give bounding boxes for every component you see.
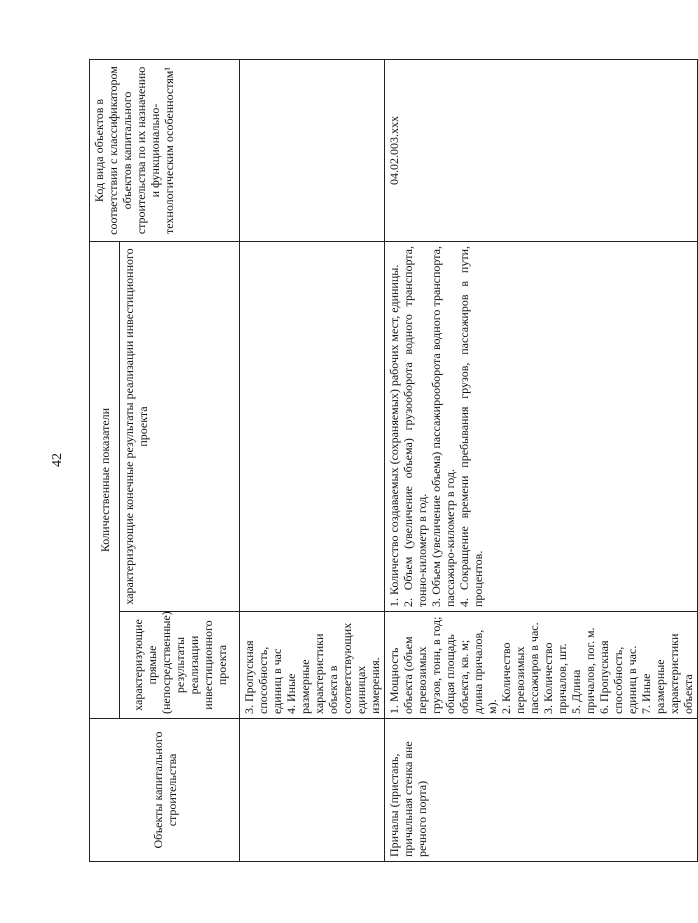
header-code: Код вида объектов в соответствии с классификатором объектов капитального строительства по их назначению и функционально-технологическим особенностям¹ <box>90 60 240 242</box>
row1-code <box>240 60 385 242</box>
row2-direct <box>385 612 698 719</box>
row2-final-4: 4. Сокращение времени пребывания грузов, пассажиров в пути, процентов. <box>457 246 485 607</box>
header-direct-results: характеризующие прямые (непосредственные) результаты реализации инвестиционного проекта <box>120 612 240 719</box>
row2-direct-2: 2. Количество перевозимых пассажиров в час. <box>499 622 541 714</box>
row2-final-2: 2. Объем (увеличение объема) грузооборота водного транспорта, тонно-километр в год. <box>401 246 429 607</box>
row2-final <box>385 242 698 612</box>
header-objects: Объекты капитального строительства <box>90 719 240 862</box>
header-quantitative: Количественные показатели <box>90 242 120 719</box>
row2-final-3: 3. Объем (увеличение объема) пассажирооборота водного транспорта, пассажиро-километр в год. <box>429 246 457 607</box>
header-final-results: характеризующие конечные результаты реализации инвестиционного проекта <box>120 242 240 612</box>
row2-direct-1: 1. Мощность объекта (объем перевозимых грузов, тонн, в год; общая площадь объекта, кв. м; длина причалов, м). <box>387 616 499 714</box>
row1-object <box>240 719 385 862</box>
row2-code: 04.02.003.ххх <box>385 60 698 242</box>
row1-direct-3: 3. Пропускная способность, единиц в час <box>242 640 284 714</box>
rotated-table-wrapper <box>89 60 695 862</box>
indicator-table <box>89 59 698 862</box>
row1-direct-4: 4. Иные размерные характеристики объекта в соответствующих единицах измерения. <box>284 622 382 714</box>
row1-final <box>240 242 385 612</box>
row2-direct-5: 5. Длина причалов, пог. м. <box>569 627 597 714</box>
page-number: 42 <box>50 453 65 467</box>
row2-direct-7: 7. Иные размерные характеристики объекта <box>639 633 695 714</box>
row2-direct-6: 6. Пропускная способность, единиц в час. <box>597 640 639 714</box>
row2-direct-3: 3. Количество причалов, шт. <box>541 642 569 714</box>
row1-direct <box>240 612 385 719</box>
row2-final-1: 1. Количество создаваемых (сохраняемых) рабочих мест, единицы. <box>387 264 401 607</box>
row2-object: Причалы (пристань, причальная стенка вне речного порта) <box>385 719 698 862</box>
